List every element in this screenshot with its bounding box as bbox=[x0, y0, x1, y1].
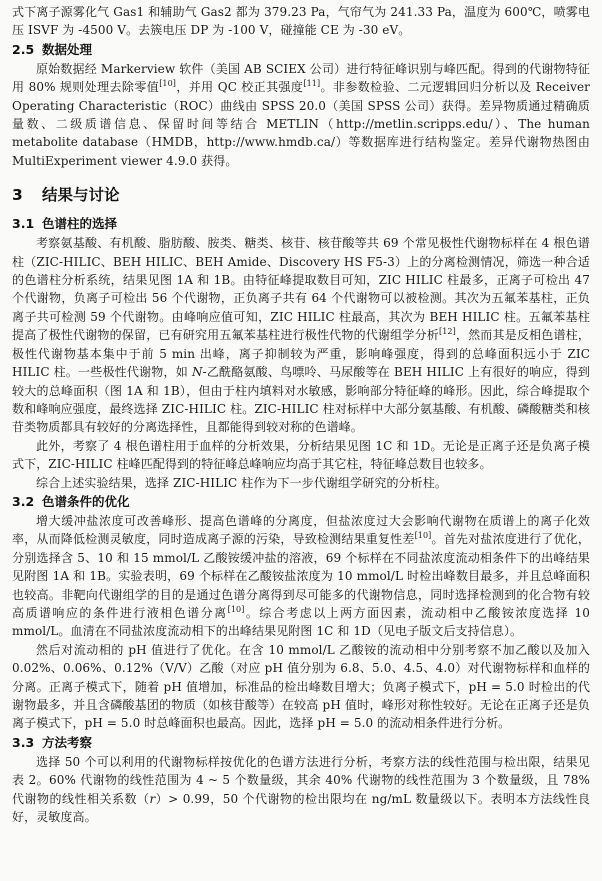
section-number: 3.1 bbox=[12, 216, 35, 232]
salt-concentration-paragraph: 增大缓冲盐浓度可改善峰形、提高色谱峰的分离度，但盐浓度过大会影响代谢物在质谱上的离子化效率，从而降低检测灵敏度，同时造成离子源的污染，导致检测结果重复性差[10]。首先对盐浓度进行了优化，分别选择含 5、10 和 15 mmol/L 乙酸铵缓冲盐的溶液，69 个标样在不同盐浓度流动相条件下的出峰结果见附图 1A 和 1B。实验表明，69 个标样在乙酸铵盐浓度为 10 mmol/L 时检出峰数目最多，并且总峰面积也较高。非靶向代谢组学的目的是通过色谱分离得到尽可能多的代谢物信息，同时选择检测到的化合物有较高质谱响应的条件进行液相色谱分离[10]。综合考虑以上两方面因素，流动相中乙酸铵浓度选择 10 mmol/L。血清在不同盐浓度流动相下的出峰结果见附图 1C 和 1D（见电子版文后支持信息）。 bbox=[12, 513, 590, 639]
section-2-5-heading bbox=[12, 40, 590, 60]
column-selection-paragraph: 考察氨基酸、有机酸、脂肪酸、胺类、糖类、核苷、核苷酸等共 69 个常见极性代谢物标样在 4 根色谱柱（ZIC-HILIC、BEH HILIC、BEH Amide、Discovery HS F5-3）上的分离检测情况，筛选一种合适的色谱柱分析系统，结果见图 1A 和 1B。由特征峰提取数目可知，ZIC HILIC 柱最多，正离子可检出 47 个代谢物，负离子可检出 56 个代谢物，正负离子共有 64 个代谢物可以被检测。其次为五氟苯基柱，正负离子共可检测 59 个代谢物。由峰响应值可知，ZIC HILIC 柱最高，其次为 BEH HILIC 柱。五氟苯基柱提高了极性代谢物的保留，已有研究用五氟苯基柱进行极性代物的代谢组学分析[12]，然而其是反相色谱柱，极性代谢物基本集中于前 5 min 出峰，离子抑制较为严重，影响峰强度，得到的总峰面积远小于 ZIC HILIC 柱。一些极性代谢物，如 N-乙酰酪氨酸、鸟嘌呤、马尿酸等在 BEH HILIC 上有很好的响应，得到较大的总峰面积（图 1A 和 1B），但由于柱内填料对水敏感，影响部分特征峰的峰形。因此，综合峰提取个数和峰响应强度，最终选择 ZIC-HILIC 柱。ZIC-HILIC 柱对标样中大部分氨基酸、有机酸、磷酸糖类和核苷类物质都具有较好的分离选择性，且都能得到较对称的色谱峰。 bbox=[12, 236, 591, 435]
section-number: 3.2 bbox=[12, 493, 35, 509]
section-number: 3 bbox=[12, 186, 23, 205]
column-conclusion-paragraph: 综合上述实验结果，选择 ZIC-HILIC 柱作为下一步代谢组学研究的分析柱。 bbox=[36, 475, 447, 490]
section-3-3-heading bbox=[12, 733, 590, 753]
section-number: 3.3 bbox=[12, 734, 35, 750]
method-validation-paragraph: 选择 50 个可以利用的代谢物标样按优化的色谱方法进行分析，考察方法的线性范围与检出限，结果见表 2。60% 代谢物的线性范围为 4 ~ 5 个数量级，其余 40% 代谢物的线性范围为 3 个数量级，且 78% 代谢物的线性相关系数（r）> 0.99，50 个代谢物的检出限均在 ng/mL 数量级以下。表明本方法线性良好，灵敏度高。 bbox=[12, 754, 590, 825]
section-3-2-heading bbox=[12, 492, 590, 512]
ph-optimization-paragraph: 然后对流动相的 pH 值进行了优化。在含 10 mmol/L 乙酸铵的流动相中分别考察不加乙酸以及加入 0.02%、0.06%、0.12%（V/V）乙酸（对应 pH 值分别为 6.8、5.0、4.5、4.0）对代谢物标样和血样的分离。正离子模式下，随着 pH 值增加，标准品的检出峰数目增大；负离子模式下，pH = 5.0 时检出的代谢物最多，并且含磷酸基团的物质（如核苷酸等）在较高 pH 值时，峰形对称性较好。无论在正离子还是负离子模式下，pH = 5.0 时总峰面积也最高。因此，选择 pH = 5.0 的流动相条件进行分析。 bbox=[12, 642, 590, 731]
section-title: 色谱条件的优化 bbox=[42, 493, 130, 509]
section-title: 数据处理 bbox=[42, 41, 93, 57]
section-3-1-heading bbox=[12, 214, 590, 234]
section-3-heading bbox=[12, 184, 590, 206]
section-title: 方法考察 bbox=[42, 734, 93, 750]
citation: [10] bbox=[159, 79, 177, 89]
citation: [12] bbox=[438, 327, 456, 337]
section-number: 2.5 bbox=[12, 41, 35, 57]
serum-analysis-paragraph: 此外，考察了 4 根色谱柱用于血样的分析效果，分析结果见图 1C 和 1D。无论是正离子还是负离子模式下，ZIC-HILIC 柱峰匹配得到的特征峰总峰响应均高于其它柱，特征峰总数目也较多。 bbox=[12, 438, 590, 472]
citation: [11] bbox=[303, 79, 321, 89]
citation: [10] bbox=[414, 531, 432, 541]
citation: [10] bbox=[227, 604, 245, 614]
section-title: 色谱柱的选择 bbox=[42, 216, 118, 232]
data-processing-paragraph: 原始数据经 Markerview 软件（美国 AB SCIEX 公司）进行特征峰识别与峰匹配。得到的代谢物特征用 80% 规则处理去除零值[10]，并用 QC 校正其强度[11]。非参数检验、二元逻辑回归分析以及 Receiver Operating Characteristic（ROC）曲线由 SPSS 20.0（美国 SPSS 公司）获得。差异物质通过精确质量数、二级质谱信息、保留时间等结合 METLIN（http://metlin.scripps.edu/）、The human metabolite database（HMDB，http://www.hmdb.ca/）等数据库进行结构鉴定。差异代谢物热图由 MultiExperiment viewer 4.9.0 获得。 bbox=[12, 61, 590, 168]
section-title: 结果与讨论 bbox=[42, 186, 120, 205]
continued-paragraph: 式下离子源雾化气 Gas1 和辅助气 Gas2 都为 379.23 Pa，气帘气为 241.33 Pa，温度为 600℃，喷雾电压 ISVF 为 -4500 V。去簇电压 DP 为 -100 V，碰撞能 CE 为 -30 eV。 bbox=[12, 5, 590, 38]
